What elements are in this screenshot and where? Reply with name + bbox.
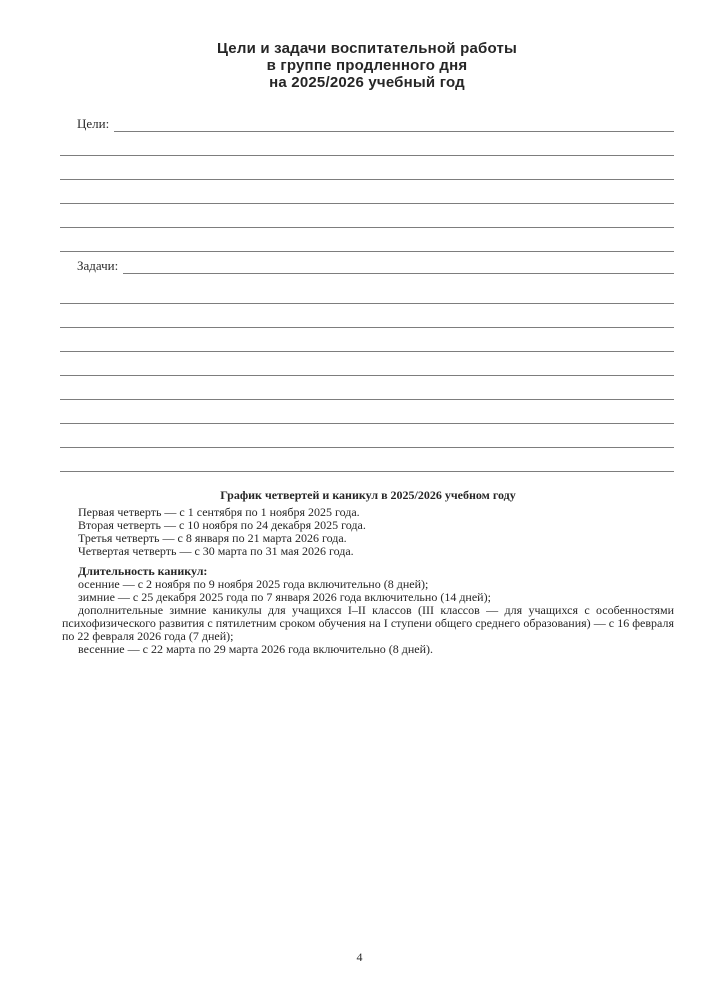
- ruled-line: [60, 376, 674, 400]
- ruled-line: [60, 204, 674, 228]
- page-title-line-3: на 2025/2026 учебный год: [269, 74, 465, 91]
- vacation-item-additional-winter: дополнительные зимние каникулы для учащихся I–II классов (III классов — для учащихся с особенностями психофизического развития с пятилетним сроком обучения на I ступени общего среднего образования) — с 16 февраля по 22 февраля 2026 года (7 дней);: [62, 603, 674, 643]
- ruled-line: [60, 228, 674, 252]
- page-title-line-1: Цели и задачи воспитательной работы: [216, 40, 518, 57]
- schedule-section: [62, 489, 674, 656]
- quarter-item-3: Третья четверть — с 8 января по 21 марта 2026 года.: [78, 531, 347, 545]
- ruled-line: [60, 328, 674, 352]
- ruled-line: [60, 304, 674, 328]
- page-number: 4: [356, 950, 363, 964]
- goals-label-row: [60, 112, 674, 132]
- ruled-line: [60, 400, 674, 424]
- page-title-line-2: в группе продленного дня: [266, 57, 468, 74]
- schedule-heading: График четвертей и каникул в 2025/2026 учебном году: [220, 488, 516, 502]
- ruled-line: [60, 448, 674, 472]
- goals-section: [60, 112, 674, 252]
- tasks-section: [60, 254, 674, 472]
- ruled-line: [60, 424, 674, 448]
- tasks-fill-line: [123, 273, 674, 274]
- ruled-line: [60, 156, 674, 180]
- quarter-item-1: Первая четверть — с 1 сентября по 1 ноября 2025 года.: [78, 505, 360, 519]
- quarter-item-4: Четвертая четверть — с 30 марта по 31 мая 2026 года.: [78, 544, 354, 558]
- vacation-item-autumn: осенние — с 2 ноября по 9 ноября 2025 года включительно (8 дней);: [78, 577, 429, 591]
- goals-fill-line: [114, 131, 674, 132]
- vacation-item-spring: весенние — с 22 марта по 29 марта 2026 года включительно (8 дней).: [78, 642, 434, 656]
- page-title: [60, 40, 674, 91]
- ruled-line: [60, 132, 674, 156]
- tasks-label: Задачи:: [77, 258, 119, 273]
- ruled-line: [60, 352, 674, 376]
- vacations-heading: Длительность каникул:: [78, 564, 208, 578]
- tasks-label-row: [60, 254, 674, 274]
- quarter-item-2: Вторая четверть — с 10 ноября по 24 декабря 2025 года.: [78, 518, 366, 532]
- ruled-line: [60, 180, 674, 204]
- ruled-line: [60, 274, 674, 304]
- goals-label: Цели:: [77, 116, 110, 131]
- vacation-item-winter: зимние — с 25 декабря 2025 года по 7 января 2026 года включительно (14 дней);: [78, 590, 491, 604]
